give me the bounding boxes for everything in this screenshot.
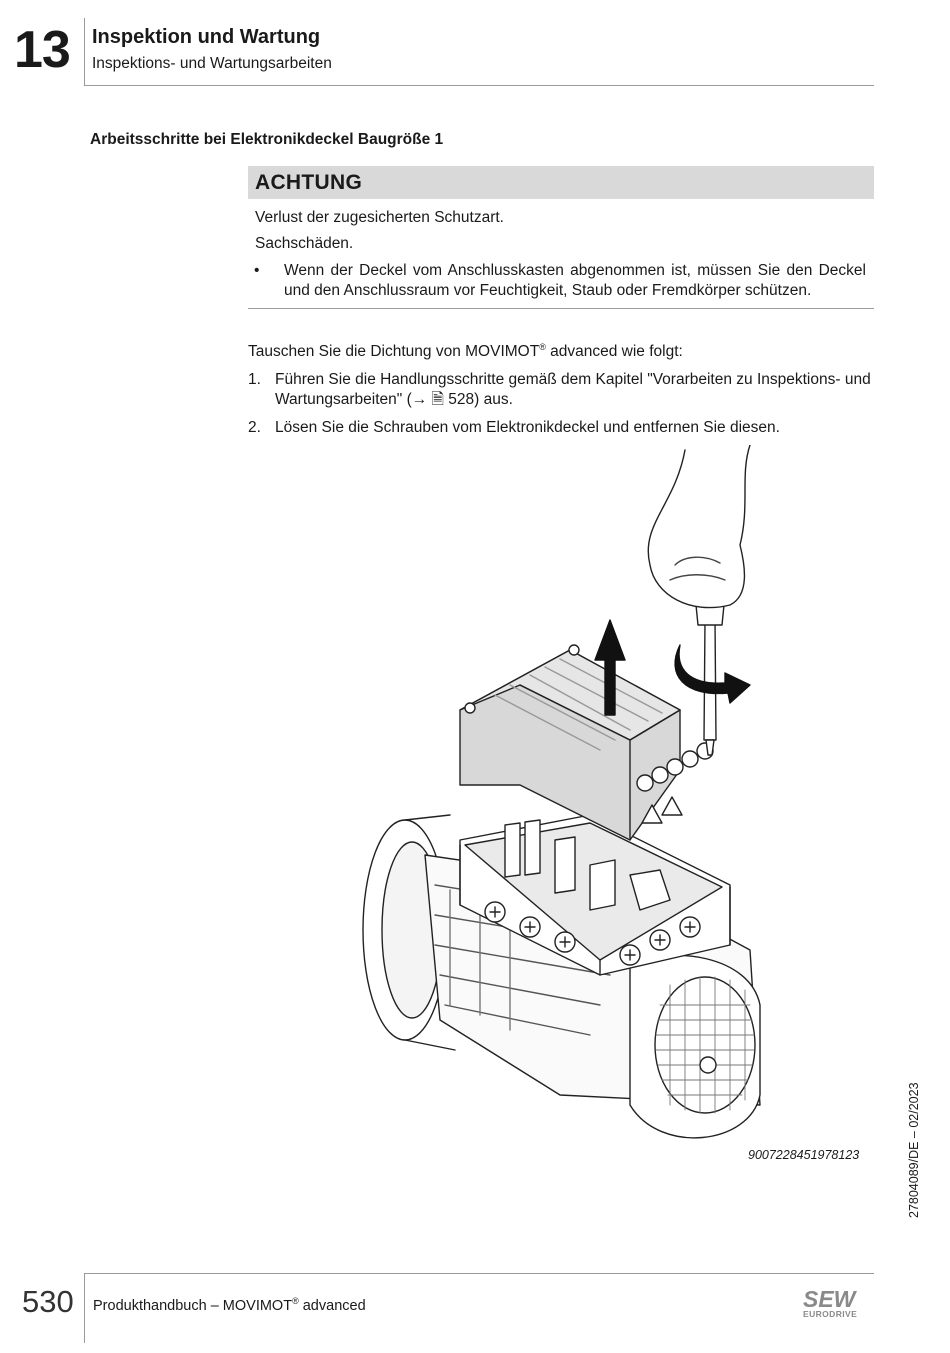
chapter-subtitle: Inspektions- und Wartungsarbeiten: [92, 55, 332, 72]
intro-text-tail: advanced wie folgt:: [545, 343, 683, 361]
bullet-icon: •: [254, 262, 260, 279]
warning-signal-word: ACHTUNG: [248, 166, 874, 199]
step-item: [248, 370, 878, 410]
warning-box: [248, 166, 874, 309]
header-divider-vertical: [84, 18, 85, 85]
sew-eurodrive-logo: [800, 1286, 876, 1320]
intro-text: [248, 342, 683, 361]
logo-sub-text: EURODRIVE: [803, 1309, 858, 1319]
step-text: Lösen Sie die Schrauben vom Elektronikdeckel und entfernen Sie diesen.: [275, 419, 780, 436]
footer-divider-horizontal: [84, 1273, 874, 1274]
header-divider-horizontal: [84, 85, 874, 86]
footer-text-tail: advanced: [298, 1297, 366, 1314]
registered-mark: ®: [292, 1296, 299, 1306]
logo-main-text: SEW: [803, 1286, 856, 1312]
step-number: 1.: [248, 371, 261, 388]
figure-id: 9007228451978123: [748, 1148, 860, 1162]
electronics-cover: [460, 645, 713, 840]
step-number: 2.: [248, 419, 261, 436]
intro-text-main: Tauschen Sie die Dichtung von MOVIMOT: [248, 343, 540, 361]
page-number: 530: [22, 1284, 74, 1319]
warning-measure: [248, 261, 874, 301]
registered-mark: ®: [539, 342, 546, 352]
step-text: Führen Sie die Handlungsschritte gemäß dem Kapitel "Vorarbeiten zu Inspektions- und Wartungsarbeiten" (→ 🗎 528) aus.: [275, 371, 871, 408]
warning-bottom-rule: [248, 308, 874, 309]
chapter-title: Inspektion und Wartung: [92, 26, 321, 48]
warning-consequence: Sachschäden.: [255, 235, 354, 252]
document-id: 27804089/DE – 02/2023: [907, 1082, 921, 1218]
footer-product-title: [93, 1296, 366, 1314]
step-item: [248, 418, 878, 438]
illustration-electronics-cover-removal: [330, 445, 770, 1145]
section-heading: Arbeitsschritte bei Elektronikdeckel Baugröße 1: [90, 131, 444, 148]
footer-divider-vertical: [84, 1273, 85, 1343]
warning-type: Verlust der zugesicherten Schutzart.: [255, 209, 504, 226]
fan-cover: [630, 955, 760, 1138]
chapter-number: 13: [14, 21, 70, 79]
warning-measure-text: Wenn der Deckel vom Anschlusskasten abgenommen ist, müssen Sie den Deckel und den Anschlussraum vor Feuchtigkeit, Staub oder Fremdkörper schützen.: [284, 262, 866, 299]
footer-text-main: Produkthandbuch – MOVIMOT: [93, 1297, 293, 1314]
